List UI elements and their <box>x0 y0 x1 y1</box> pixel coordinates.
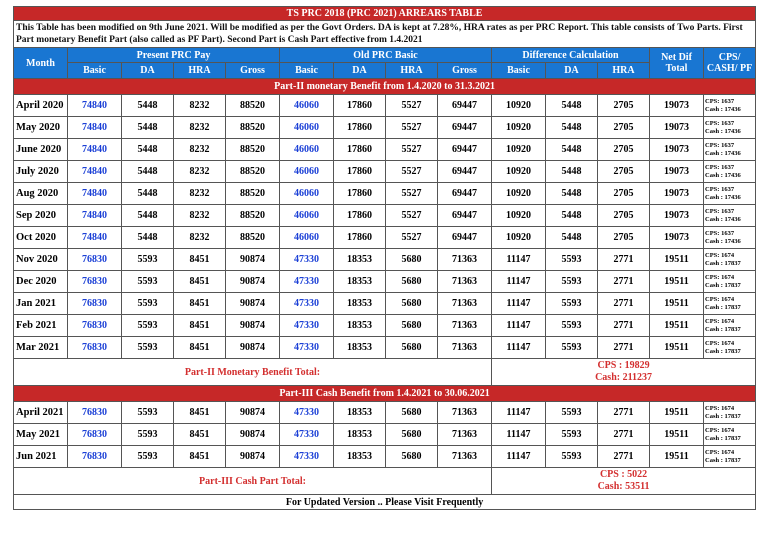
cell-cps-cash <box>704 161 756 183</box>
cell-net-dif-total: 19073 <box>650 117 704 139</box>
cell-old-hra: 5680 <box>386 446 438 468</box>
cell-cps-cash <box>704 293 756 315</box>
cell-month: April 2020 <box>14 95 68 117</box>
cell-present-hra: 8232 <box>174 117 226 139</box>
cell-diff-hra: 2705 <box>598 183 650 205</box>
cell-present-da: 5593 <box>122 337 174 359</box>
cell-present-gross: 88520 <box>226 227 280 249</box>
cell-present-basic: 76830 <box>68 293 122 315</box>
cash-amount: Cash : 17436 <box>705 105 741 113</box>
header-diff-da: DA <box>546 63 598 79</box>
cell-cps-cash <box>704 337 756 359</box>
table-row <box>14 271 756 293</box>
cash-amount: Cash : 17837 <box>705 303 741 311</box>
cps-amount: CPS: 1674 <box>705 426 735 434</box>
cash-amount: Cash : 17837 <box>705 259 741 267</box>
cell-diff-basic: 11147 <box>492 424 546 446</box>
cell-old-da: 17860 <box>334 95 386 117</box>
cell-present-gross: 88520 <box>226 205 280 227</box>
cell-present-basic: 74840 <box>68 227 122 249</box>
cell-old-da: 17860 <box>334 117 386 139</box>
cell-old-da: 17860 <box>334 139 386 161</box>
table-row <box>14 183 756 205</box>
cell-present-gross: 88520 <box>226 95 280 117</box>
cell-net-dif-total: 19511 <box>650 446 704 468</box>
cell-net-dif-total: 19073 <box>650 139 704 161</box>
cell-old-gross: 71363 <box>438 249 492 271</box>
header-diff-hra: HRA <box>598 63 650 79</box>
cell-net-dif-total: 19511 <box>650 315 704 337</box>
table-row <box>14 95 756 117</box>
cell-present-da: 5593 <box>122 271 174 293</box>
cell-old-basic: 47330 <box>280 337 334 359</box>
cps-amount: CPS: 1637 <box>705 97 735 105</box>
cell-present-da: 5593 <box>122 424 174 446</box>
cell-cps-cash <box>704 424 756 446</box>
cell-diff-hra: 2705 <box>598 205 650 227</box>
cell-diff-da: 5448 <box>546 117 598 139</box>
cell-diff-basic: 11147 <box>492 271 546 293</box>
header-present-prc-pay: Present PRC Pay <box>68 48 280 63</box>
cps-amount: CPS: 1674 <box>705 448 735 456</box>
cell-old-gross: 69447 <box>438 183 492 205</box>
cell-present-gross: 90874 <box>226 446 280 468</box>
cell-old-da: 17860 <box>334 227 386 249</box>
cash-amount: Cash : 17436 <box>705 193 741 201</box>
arrears-table-container <box>13 6 755 510</box>
cell-diff-hra: 2771 <box>598 315 650 337</box>
cash-amount: Cash : 17436 <box>705 171 741 179</box>
header-difference-calculation: Difference Calculation <box>492 48 650 63</box>
cell-month: Jun 2021 <box>14 446 68 468</box>
cell-present-basic: 74840 <box>68 95 122 117</box>
cps-amount: CPS: 1637 <box>705 119 735 127</box>
cell-old-gross: 69447 <box>438 161 492 183</box>
cell-diff-da: 5593 <box>546 402 598 424</box>
cell-old-basic: 47330 <box>280 315 334 337</box>
table-row <box>14 402 756 424</box>
cell-month: May 2021 <box>14 424 68 446</box>
table-row <box>14 205 756 227</box>
cell-present-gross: 90874 <box>226 337 280 359</box>
cell-old-gross: 69447 <box>438 117 492 139</box>
cell-present-hra: 8232 <box>174 139 226 161</box>
cell-present-gross: 90874 <box>226 249 280 271</box>
cell-old-hra: 5527 <box>386 205 438 227</box>
cell-present-basic: 76830 <box>68 315 122 337</box>
cell-present-hra: 8451 <box>174 337 226 359</box>
cell-cps-cash <box>704 271 756 293</box>
cell-old-da: 18353 <box>334 337 386 359</box>
cell-diff-da: 5593 <box>546 271 598 293</box>
cell-present-gross: 88520 <box>226 161 280 183</box>
cell-diff-basic: 10920 <box>492 139 546 161</box>
cell-old-da: 18353 <box>334 424 386 446</box>
cell-month: June 2020 <box>14 139 68 161</box>
cell-present-da: 5448 <box>122 227 174 249</box>
table-row <box>14 249 756 271</box>
cps-amount: CPS: 1637 <box>705 207 735 215</box>
cell-present-basic: 76830 <box>68 271 122 293</box>
cash-amount: Cash : 17436 <box>705 127 741 135</box>
cell-month: Mar 2021 <box>14 337 68 359</box>
cell-old-hra: 5527 <box>386 161 438 183</box>
cell-month: July 2020 <box>14 161 68 183</box>
cell-diff-basic: 11147 <box>492 249 546 271</box>
table-row <box>14 315 756 337</box>
cell-diff-hra: 2705 <box>598 227 650 249</box>
cell-diff-basic: 11147 <box>492 293 546 315</box>
part2-total-value <box>492 359 756 386</box>
cell-present-hra: 8451 <box>174 271 226 293</box>
part2-total-row <box>14 359 756 386</box>
table-row <box>14 446 756 468</box>
cell-diff-hra: 2771 <box>598 249 650 271</box>
cell-cps-cash <box>704 227 756 249</box>
cell-net-dif-total: 19511 <box>650 424 704 446</box>
cell-old-hra: 5680 <box>386 315 438 337</box>
cell-cps-cash <box>704 139 756 161</box>
cell-diff-da: 5593 <box>546 337 598 359</box>
cell-old-hra: 5680 <box>386 402 438 424</box>
cell-month: Dec 2020 <box>14 271 68 293</box>
cps-amount: CPS: 1637 <box>705 141 735 149</box>
cell-old-basic: 46060 <box>280 205 334 227</box>
cell-present-gross: 90874 <box>226 424 280 446</box>
cell-old-basic: 46060 <box>280 117 334 139</box>
header-present-gross: Gross <box>226 63 280 79</box>
cell-diff-basic: 11147 <box>492 337 546 359</box>
table-row <box>14 117 756 139</box>
cell-diff-hra: 2705 <box>598 139 650 161</box>
cell-diff-basic: 11147 <box>492 315 546 337</box>
cell-net-dif-total: 19073 <box>650 227 704 249</box>
cell-diff-basic: 10920 <box>492 117 546 139</box>
cell-month: Nov 2020 <box>14 249 68 271</box>
cell-old-da: 18353 <box>334 271 386 293</box>
cell-present-basic: 74840 <box>68 205 122 227</box>
cell-present-basic: 76830 <box>68 446 122 468</box>
part2-heading: Part-II monetary Benefit from 1.4.2020 to 31.3.2021 <box>14 79 756 95</box>
cell-present-gross: 90874 <box>226 293 280 315</box>
table-row <box>14 139 756 161</box>
cell-old-basic: 46060 <box>280 95 334 117</box>
cell-present-basic: 74840 <box>68 161 122 183</box>
cell-diff-basic: 11147 <box>492 402 546 424</box>
cell-diff-basic: 10920 <box>492 95 546 117</box>
cell-old-gross: 71363 <box>438 337 492 359</box>
cell-present-basic: 74840 <box>68 139 122 161</box>
cell-diff-hra: 2771 <box>598 337 650 359</box>
cell-present-da: 5593 <box>122 293 174 315</box>
cell-present-hra: 8232 <box>174 161 226 183</box>
cell-old-gross: 71363 <box>438 402 492 424</box>
cell-diff-da: 5593 <box>546 446 598 468</box>
cell-present-basic: 76830 <box>68 337 122 359</box>
cash-amount: Cash : 17436 <box>705 149 741 157</box>
cell-cps-cash <box>704 183 756 205</box>
cell-diff-da: 5593 <box>546 424 598 446</box>
cps-amount: CPS: 1674 <box>705 317 735 325</box>
total-cash: Cash: 53511 <box>597 481 650 492</box>
cps-amount: CPS: 1637 <box>705 229 735 237</box>
cell-month: Oct 2020 <box>14 227 68 249</box>
cell-old-gross: 71363 <box>438 424 492 446</box>
cell-present-hra: 8232 <box>174 183 226 205</box>
cell-month: Aug 2020 <box>14 183 68 205</box>
cell-diff-da: 5593 <box>546 293 598 315</box>
cell-diff-hra: 2771 <box>598 446 650 468</box>
part3-total-label: Part-III Cash Part Total: <box>14 468 492 495</box>
cell-present-hra: 8451 <box>174 402 226 424</box>
cell-old-gross: 69447 <box>438 95 492 117</box>
header-old-basic: Basic <box>280 63 334 79</box>
cell-net-dif-total: 19511 <box>650 402 704 424</box>
cell-old-basic: 47330 <box>280 402 334 424</box>
cell-old-basic: 46060 <box>280 139 334 161</box>
cell-diff-da: 5448 <box>546 95 598 117</box>
cell-month: May 2020 <box>14 117 68 139</box>
part2-total-label: Part-II Monetary Benefit Total: <box>14 359 492 386</box>
cell-old-da: 17860 <box>334 205 386 227</box>
cell-diff-hra: 2771 <box>598 293 650 315</box>
cell-diff-da: 5448 <box>546 183 598 205</box>
cell-net-dif-total: 19511 <box>650 271 704 293</box>
cell-diff-da: 5448 <box>546 227 598 249</box>
cell-old-da: 17860 <box>334 183 386 205</box>
cell-diff-da: 5448 <box>546 205 598 227</box>
cell-old-gross: 71363 <box>438 271 492 293</box>
cell-present-basic: 76830 <box>68 424 122 446</box>
cell-old-gross: 71363 <box>438 293 492 315</box>
header-present-da: DA <box>122 63 174 79</box>
header-present-basic: Basic <box>68 63 122 79</box>
cell-old-hra: 5527 <box>386 227 438 249</box>
cell-present-hra: 8451 <box>174 293 226 315</box>
cell-present-gross: 90874 <box>226 402 280 424</box>
cash-amount: Cash : 17436 <box>705 215 741 223</box>
cell-old-hra: 5527 <box>386 95 438 117</box>
cell-old-basic: 46060 <box>280 183 334 205</box>
part3-total-row <box>14 468 756 495</box>
cell-present-da: 5593 <box>122 315 174 337</box>
cell-diff-basic: 10920 <box>492 227 546 249</box>
cell-present-hra: 8451 <box>174 446 226 468</box>
header-old-hra: HRA <box>386 63 438 79</box>
total-cash: Cash: 211237 <box>595 372 653 383</box>
cell-diff-hra: 2771 <box>598 402 650 424</box>
cps-amount: CPS: 1674 <box>705 273 735 281</box>
table-row <box>14 424 756 446</box>
cell-old-da: 18353 <box>334 315 386 337</box>
total-cps: CPS : 19829 <box>597 360 650 371</box>
header-diff-basic: Basic <box>492 63 546 79</box>
cell-present-da: 5448 <box>122 161 174 183</box>
cell-diff-basic: 11147 <box>492 446 546 468</box>
cell-present-basic: 74840 <box>68 117 122 139</box>
cell-cps-cash <box>704 402 756 424</box>
cell-present-hra: 8232 <box>174 227 226 249</box>
cell-diff-da: 5448 <box>546 161 598 183</box>
cell-net-dif-total: 19073 <box>650 161 704 183</box>
cell-cps-cash <box>704 249 756 271</box>
cell-present-hra: 8232 <box>174 205 226 227</box>
cell-net-dif-total: 19073 <box>650 95 704 117</box>
header-old-gross: Gross <box>438 63 492 79</box>
cell-diff-da: 5593 <box>546 315 598 337</box>
cell-old-hra: 5527 <box>386 183 438 205</box>
cell-old-hra: 5680 <box>386 424 438 446</box>
cell-old-hra: 5680 <box>386 249 438 271</box>
cell-present-da: 5448 <box>122 117 174 139</box>
cell-present-da: 5448 <box>122 95 174 117</box>
cell-old-da: 17860 <box>334 161 386 183</box>
table-row <box>14 227 756 249</box>
cell-diff-basic: 10920 <box>492 183 546 205</box>
cell-present-hra: 8451 <box>174 424 226 446</box>
header-net-dif-total: Net Dif Total <box>650 48 704 79</box>
cell-present-gross: 88520 <box>226 183 280 205</box>
cps-amount: CPS: 1674 <box>705 339 735 347</box>
cell-old-basic: 47330 <box>280 293 334 315</box>
cell-old-hra: 5680 <box>386 271 438 293</box>
cell-net-dif-total: 19511 <box>650 337 704 359</box>
cell-net-dif-total: 19511 <box>650 293 704 315</box>
cell-month: Jan 2021 <box>14 293 68 315</box>
cps-amount: CPS: 1637 <box>705 185 735 193</box>
cell-diff-hra: 2705 <box>598 95 650 117</box>
cps-amount: CPS: 1674 <box>705 404 735 412</box>
cell-present-gross: 88520 <box>226 139 280 161</box>
cell-cps-cash <box>704 117 756 139</box>
cash-amount: Cash : 17837 <box>705 456 741 464</box>
cell-diff-hra: 2771 <box>598 271 650 293</box>
cell-old-basic: 46060 <box>280 161 334 183</box>
footer-note: For Updated Version .. Please Visit Frequently <box>14 495 756 510</box>
cell-present-basic: 76830 <box>68 249 122 271</box>
cell-old-hra: 5527 <box>386 139 438 161</box>
cell-old-basic: 47330 <box>280 271 334 293</box>
cell-cps-cash <box>704 205 756 227</box>
cell-present-hra: 8232 <box>174 95 226 117</box>
cell-diff-hra: 2705 <box>598 117 650 139</box>
cell-old-hra: 5527 <box>386 117 438 139</box>
cell-old-hra: 5680 <box>386 337 438 359</box>
header-present-hra: HRA <box>174 63 226 79</box>
header-cps-cash-pf: CPS/ CASH/ PF <box>704 48 756 79</box>
cash-amount: Cash : 17837 <box>705 434 741 442</box>
table-row <box>14 293 756 315</box>
cell-net-dif-total: 19073 <box>650 183 704 205</box>
cell-diff-hra: 2705 <box>598 161 650 183</box>
total-cps: CPS : 5022 <box>599 469 648 480</box>
cell-present-da: 5593 <box>122 446 174 468</box>
cash-amount: Cash : 17436 <box>705 237 741 245</box>
cell-old-basic: 47330 <box>280 424 334 446</box>
cash-amount: Cash : 17837 <box>705 412 741 420</box>
cell-net-dif-total: 19073 <box>650 205 704 227</box>
cell-present-gross: 88520 <box>226 117 280 139</box>
cell-diff-da: 5448 <box>546 139 598 161</box>
cell-old-gross: 71363 <box>438 315 492 337</box>
cell-old-da: 18353 <box>334 249 386 271</box>
cash-amount: Cash : 17837 <box>705 281 741 289</box>
cell-present-hra: 8451 <box>174 249 226 271</box>
cell-present-da: 5593 <box>122 249 174 271</box>
table-row <box>14 161 756 183</box>
cell-old-gross: 71363 <box>438 446 492 468</box>
cell-cps-cash <box>704 95 756 117</box>
cell-month: April 2021 <box>14 402 68 424</box>
arrears-table <box>13 6 756 510</box>
cell-present-da: 5448 <box>122 139 174 161</box>
cell-present-gross: 90874 <box>226 271 280 293</box>
cell-net-dif-total: 19511 <box>650 249 704 271</box>
cash-amount: Cash : 17837 <box>705 347 741 355</box>
cell-old-basic: 47330 <box>280 446 334 468</box>
cell-diff-basic: 10920 <box>492 205 546 227</box>
cell-present-basic: 74840 <box>68 183 122 205</box>
cell-old-gross: 69447 <box>438 139 492 161</box>
cell-present-gross: 90874 <box>226 315 280 337</box>
cell-old-da: 18353 <box>334 446 386 468</box>
cell-present-da: 5593 <box>122 402 174 424</box>
cell-old-basic: 46060 <box>280 227 334 249</box>
cell-cps-cash <box>704 315 756 337</box>
cps-amount: CPS: 1674 <box>705 251 735 259</box>
cell-old-gross: 69447 <box>438 227 492 249</box>
cell-diff-hra: 2771 <box>598 424 650 446</box>
part3-heading: Part-III Cash Benefit from 1.4.2021 to 30.06.2021 <box>14 386 756 402</box>
part3-total-value <box>492 468 756 495</box>
cell-present-hra: 8451 <box>174 315 226 337</box>
cell-cps-cash <box>704 446 756 468</box>
header-old-prc-basic: Old PRC Basic <box>280 48 492 63</box>
cell-diff-da: 5593 <box>546 249 598 271</box>
cell-old-hra: 5680 <box>386 293 438 315</box>
header-month: Month <box>14 48 68 79</box>
cell-old-da: 18353 <box>334 293 386 315</box>
cell-old-gross: 69447 <box>438 205 492 227</box>
cell-old-da: 18353 <box>334 402 386 424</box>
cell-month: Sep 2020 <box>14 205 68 227</box>
cell-present-basic: 76830 <box>68 402 122 424</box>
cell-old-basic: 47330 <box>280 249 334 271</box>
cell-present-da: 5448 <box>122 205 174 227</box>
cell-month: Feb 2021 <box>14 315 68 337</box>
cps-amount: CPS: 1637 <box>705 163 735 171</box>
table-title: TS PRC 2018 (PRC 2021) ARREARS TABLE <box>14 7 756 21</box>
header-old-da: DA <box>334 63 386 79</box>
table-row <box>14 337 756 359</box>
cell-diff-basic: 10920 <box>492 161 546 183</box>
cps-amount: CPS: 1674 <box>705 295 735 303</box>
modification-notice: This Table has been modified on 9th June 2021. Will be modified as per the Govt Orders. DA is kept at 7.28%, HRA rates as per PRC Report. This table consists of Two Parts. First Part monetary Benefit Part (also called as PF Part). Second Part is Cash Part effective from 1.4.2021 <box>14 21 756 48</box>
cash-amount: Cash : 17837 <box>705 325 741 333</box>
cell-present-da: 5448 <box>122 183 174 205</box>
